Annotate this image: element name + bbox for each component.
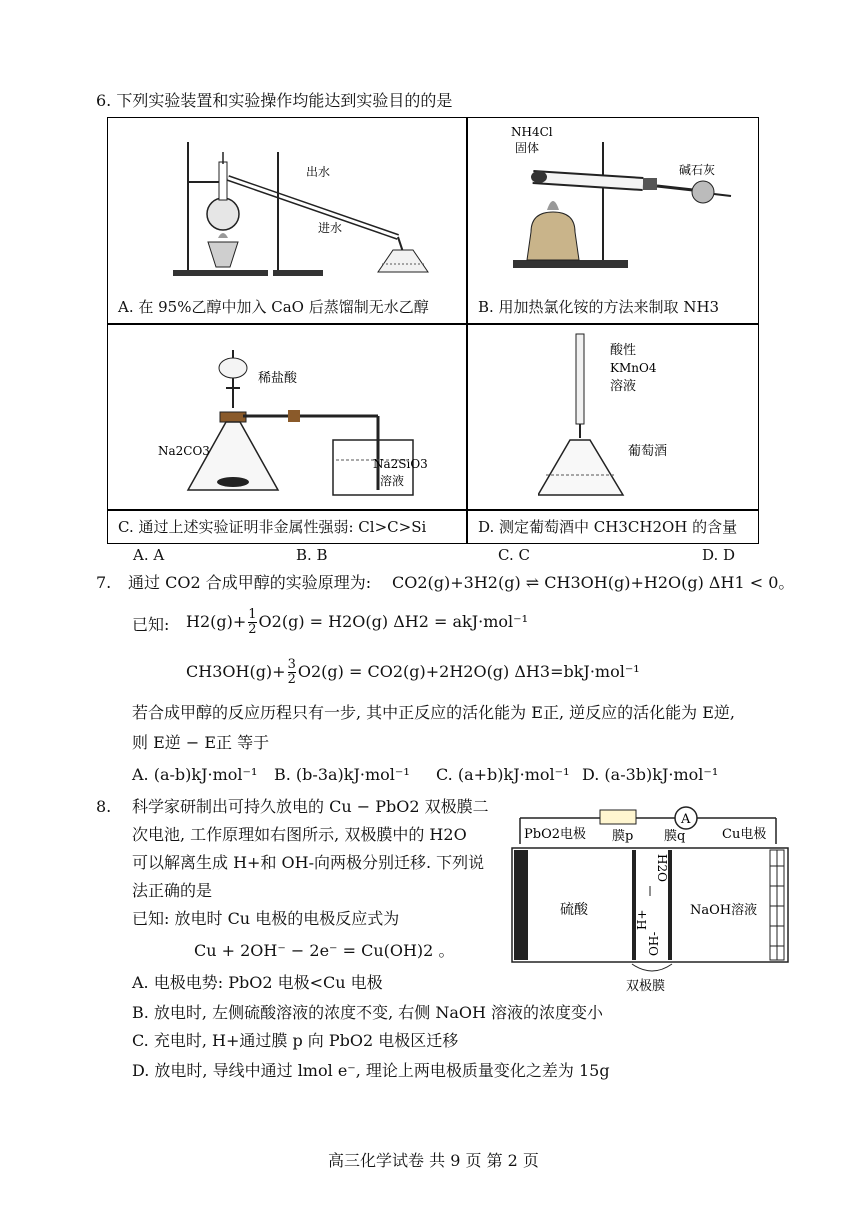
- pbo2-electrode-label: PbO2电极: [524, 827, 586, 842]
- q8-reaction: Cu + 2OH⁻ − 2e⁻ = Cu(OH)2 。: [194, 941, 455, 960]
- q8-number: 8.: [96, 797, 112, 816]
- resistor-icon: [600, 810, 636, 824]
- q7-line-5: 则 E逆 − E正 等于: [132, 733, 270, 752]
- page-footer: 高三化学试卷 共 9 页 第 2 页: [328, 1151, 539, 1170]
- option-b-caption: B. 用加热氯化铵的方法来制取 NH3: [478, 298, 720, 316]
- na2co3-label: Na2CO3: [158, 444, 210, 458]
- q7-number: 7.: [96, 573, 112, 592]
- q6-option-c[interactable]: C. C: [498, 546, 530, 564]
- q8-option-b[interactable]: B. 放电时, 左侧硫酸溶液的浓度不变, 右侧 NaOH 溶液的浓度变小: [132, 1003, 604, 1022]
- distillation-apparatus-figure: [168, 132, 458, 282]
- q8-line-3: 可以解离生成 H+和 OH-向两极分别迁移. 下列说: [132, 853, 485, 872]
- water-label: H2O: [655, 854, 669, 882]
- q8-line-5: 已知: 放电时 Cu 电极的电极反应式为: [132, 909, 400, 928]
- q7-equation-2: H2(g)+ $\frac{1}{2}$ O2(g) = H2O(g) ΔH2 = akJ·mol⁻¹: [186, 607, 528, 637]
- q6-option-b[interactable]: B. B: [296, 546, 328, 564]
- wine-label: 葡萄酒: [628, 444, 668, 459]
- cu-electrode-label: Cu电极: [722, 827, 767, 842]
- q8-line-2: 次电池, 工作原理如右图所示, 双极膜中的 H2O: [132, 825, 467, 844]
- dilute-hcl-label: 稀盐酸: [258, 371, 298, 386]
- q7-stem: 通过 CO2 合成甲醇的实验原理为:: [128, 573, 372, 592]
- q8-option-d[interactable]: D. 放电时, 导线中通过 lmol e⁻, 理论上两电极质量变化之差为 15g: [132, 1061, 610, 1080]
- q8-line-1: 科学家研制出可持久放电的 Cu − PbO2 双极膜二: [132, 797, 489, 816]
- q7-known-label: 已知:: [132, 615, 170, 634]
- membrane-q-label: 膜q: [664, 829, 686, 844]
- q7-option-c[interactable]: C. (a+b)kJ·mol⁻¹: [436, 765, 570, 784]
- na2sio3-label: Na2SiO3: [373, 457, 428, 471]
- in-water-label: 进水: [318, 221, 343, 235]
- d-solution-label: 溶液: [610, 379, 637, 394]
- out-water-label: 出水: [306, 165, 331, 179]
- kmno4-label: KMnO4: [610, 361, 657, 375]
- sulfuric-acid-label: 硫酸: [560, 902, 588, 918]
- option-a-caption: A. 在 95%乙醇中加入 CaO 后蒸馏制无水乙醇: [118, 298, 429, 316]
- q7-option-b[interactable]: B. (b-3a)kJ·mol⁻¹: [274, 765, 410, 784]
- q8-option-c[interactable]: C. 充电时, H+通过膜 p 向 PbO2 电极区迁移: [132, 1031, 459, 1050]
- hydroxide-ion-label: OH-: [647, 931, 661, 956]
- bipolar-membrane-cell-diagram: [508, 796, 793, 996]
- nh4cl-label: NH4Cl: [511, 125, 553, 139]
- q8-option-a[interactable]: A. 电极电势: PbO2 电极<Cu 电极: [132, 973, 383, 992]
- q8-line-4: 法正确的是: [132, 881, 213, 900]
- solid-label: 固体: [515, 141, 540, 155]
- naoh-solution-label: NaOH溶液: [690, 903, 758, 918]
- acidity-comparison-figure: [148, 330, 448, 500]
- q7-option-d[interactable]: D. (a-3b)kJ·mol⁻¹: [582, 765, 719, 784]
- q7-option-a[interactable]: A. (a-b)kJ·mol⁻¹: [132, 765, 258, 784]
- membrane-p-label: 膜p: [612, 829, 634, 844]
- c-solution-label: 溶液: [380, 474, 405, 488]
- q7-main-equation: CO2(g)+3H2(g) ⇌ CH3OH(g)+H2O(g) ΔH1 < 0。: [392, 573, 795, 592]
- option-c-caption: C. 通过上述实验证明非金属性强弱: Cl>C>Si: [118, 518, 427, 536]
- membrane-p: [632, 850, 636, 960]
- q6-apparatus-grid: [107, 117, 759, 544]
- q7-equation-3: CH3OH(g)+ $\frac{3}{2}$ O2(g) = CO2(g)+2H2O(g) ΔH3=bkJ·mol⁻¹: [186, 657, 640, 687]
- acidic-label: 酸性: [610, 343, 637, 358]
- ammonia-prep-figure: [493, 122, 753, 282]
- titration-figure: [538, 330, 748, 500]
- soda-lime-label: 碱石灰: [679, 163, 716, 177]
- option-d-caption: D. 测定葡萄酒中 CH3CH2OH 的含量: [478, 518, 738, 536]
- hydrogen-ion-label: H+: [635, 909, 649, 930]
- q7-line-4: 若合成甲醇的反应历程只有一步, 其中正反应的活化能为 E正, 逆反应的活化能为 E逆,: [132, 703, 735, 722]
- q6-stem: 6. 下列实验装置和实验操作均能达到实验目的的是: [96, 91, 453, 110]
- q6-option-a[interactable]: A. A: [133, 546, 165, 564]
- q6-option-d[interactable]: D. D: [702, 546, 736, 564]
- pbo2-electrode: [514, 850, 528, 960]
- bipolar-membrane-label: 双极膜: [626, 979, 666, 994]
- ammeter-label: A: [681, 812, 691, 827]
